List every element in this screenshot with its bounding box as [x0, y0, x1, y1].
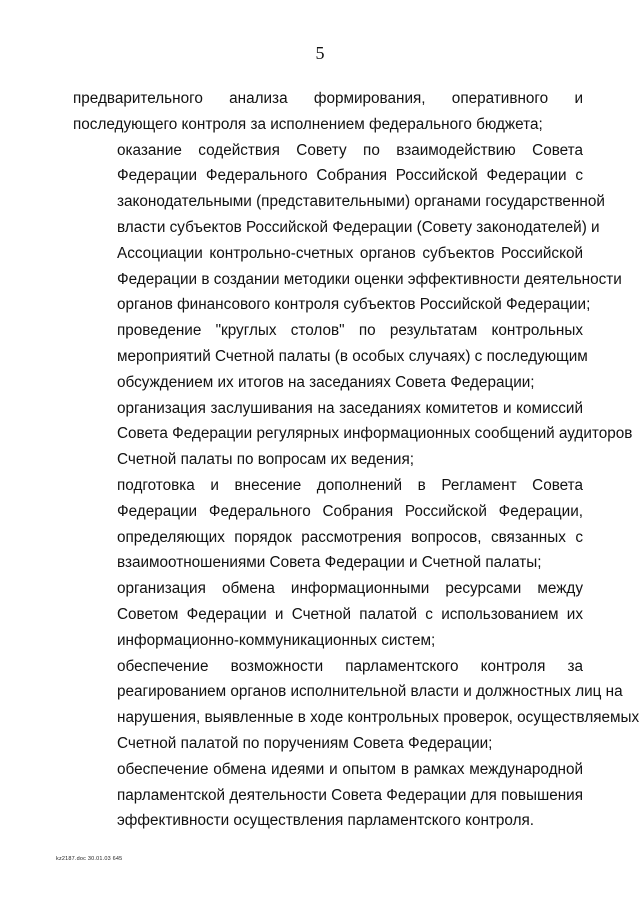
text-line: Федерации Федерального Собрания Российской Федерации с: [117, 167, 583, 185]
paragraph-hearings: [73, 396, 633, 473]
text-line: проведение "круглых столов" по результатам контрольных: [117, 322, 583, 340]
text-line: организация обмена информационными ресурсами между: [117, 580, 583, 598]
text-line: нарушения, выявленные в ходе контрольных проверок, осуществляемых: [117, 709, 640, 727]
document-reference: kz2187.doc 30.01.03 645: [56, 856, 123, 862]
paragraph-control: [73, 654, 640, 757]
text-line: Федерации в создании методики оценки эффективности деятельности: [117, 270, 622, 288]
paragraph-regulation: [73, 473, 583, 576]
text-line: законодательными (представительными) органами государственной: [117, 193, 605, 211]
text-line: оказание содействия Совету по взаимодействию Совета: [117, 141, 583, 159]
text-line: парламентской деятельности Совета Федерации для повышения: [117, 786, 583, 804]
text-line: мероприятий Счетной палаты (в особых случаях) с последующим: [117, 347, 588, 365]
text-line: Ассоциации контрольно-счетных органов субъектов Российской: [117, 244, 583, 262]
text-line: обеспечение обмена идеями и опытом в рамках международной: [117, 760, 583, 778]
text-line: организация заслушивания на заседаниях комитетов и комиссий: [117, 399, 583, 417]
text-line: Совета Федерации регулярных информационных сообщений аудиторов: [117, 425, 633, 443]
text-line: определяющих порядок рассмотрения вопросов, связанных с: [117, 528, 583, 546]
text-line: обсуждением их итогов на заседаниях Совета Федерации;: [117, 373, 535, 391]
text-line: органов финансового контроля субъектов Российской Федерации;: [117, 296, 591, 314]
text-line: власти субъектов Российской Федерации (Совету законодателей) и: [117, 218, 600, 236]
paragraph-analysis: [73, 86, 583, 138]
page-number: 5: [315, 43, 325, 63]
text-line: эффективности осуществления парламентского контроля.: [117, 812, 535, 830]
text-line: реагированием органов исполнительной власти и должностных лиц на: [117, 683, 623, 701]
paragraph-information-exchange: [73, 576, 583, 653]
text-line: предварительного анализа формирования, оперативного и: [73, 90, 583, 107]
text-line: Счетной палаты по вопросам их ведения;: [117, 451, 414, 469]
paragraph-round-tables: [73, 318, 588, 395]
text-line: последующего контроля за исполнением федерального бюджета;: [73, 115, 543, 133]
document-body: [73, 86, 640, 834]
text-line: Советом Федерации и Счетной палатой с использованием их: [117, 605, 583, 623]
text-line: Счетной палатой по поручениям Совета Федерации;: [117, 734, 493, 752]
paragraph-assistance: [73, 138, 622, 319]
text-line: обеспечение возможности парламентского контроля за: [117, 657, 583, 675]
text-line: Федерации Федерального Собрания Российской Федерации,: [117, 502, 583, 520]
text-line: подготовка и внесение дополнений в Регламент Совета: [117, 476, 583, 494]
paragraph-international-experience: [73, 757, 583, 834]
text-line: информационно-коммуникационных систем;: [117, 631, 436, 649]
text-line: взаимоотношениями Совета Федерации и Счетной палаты;: [117, 554, 542, 572]
